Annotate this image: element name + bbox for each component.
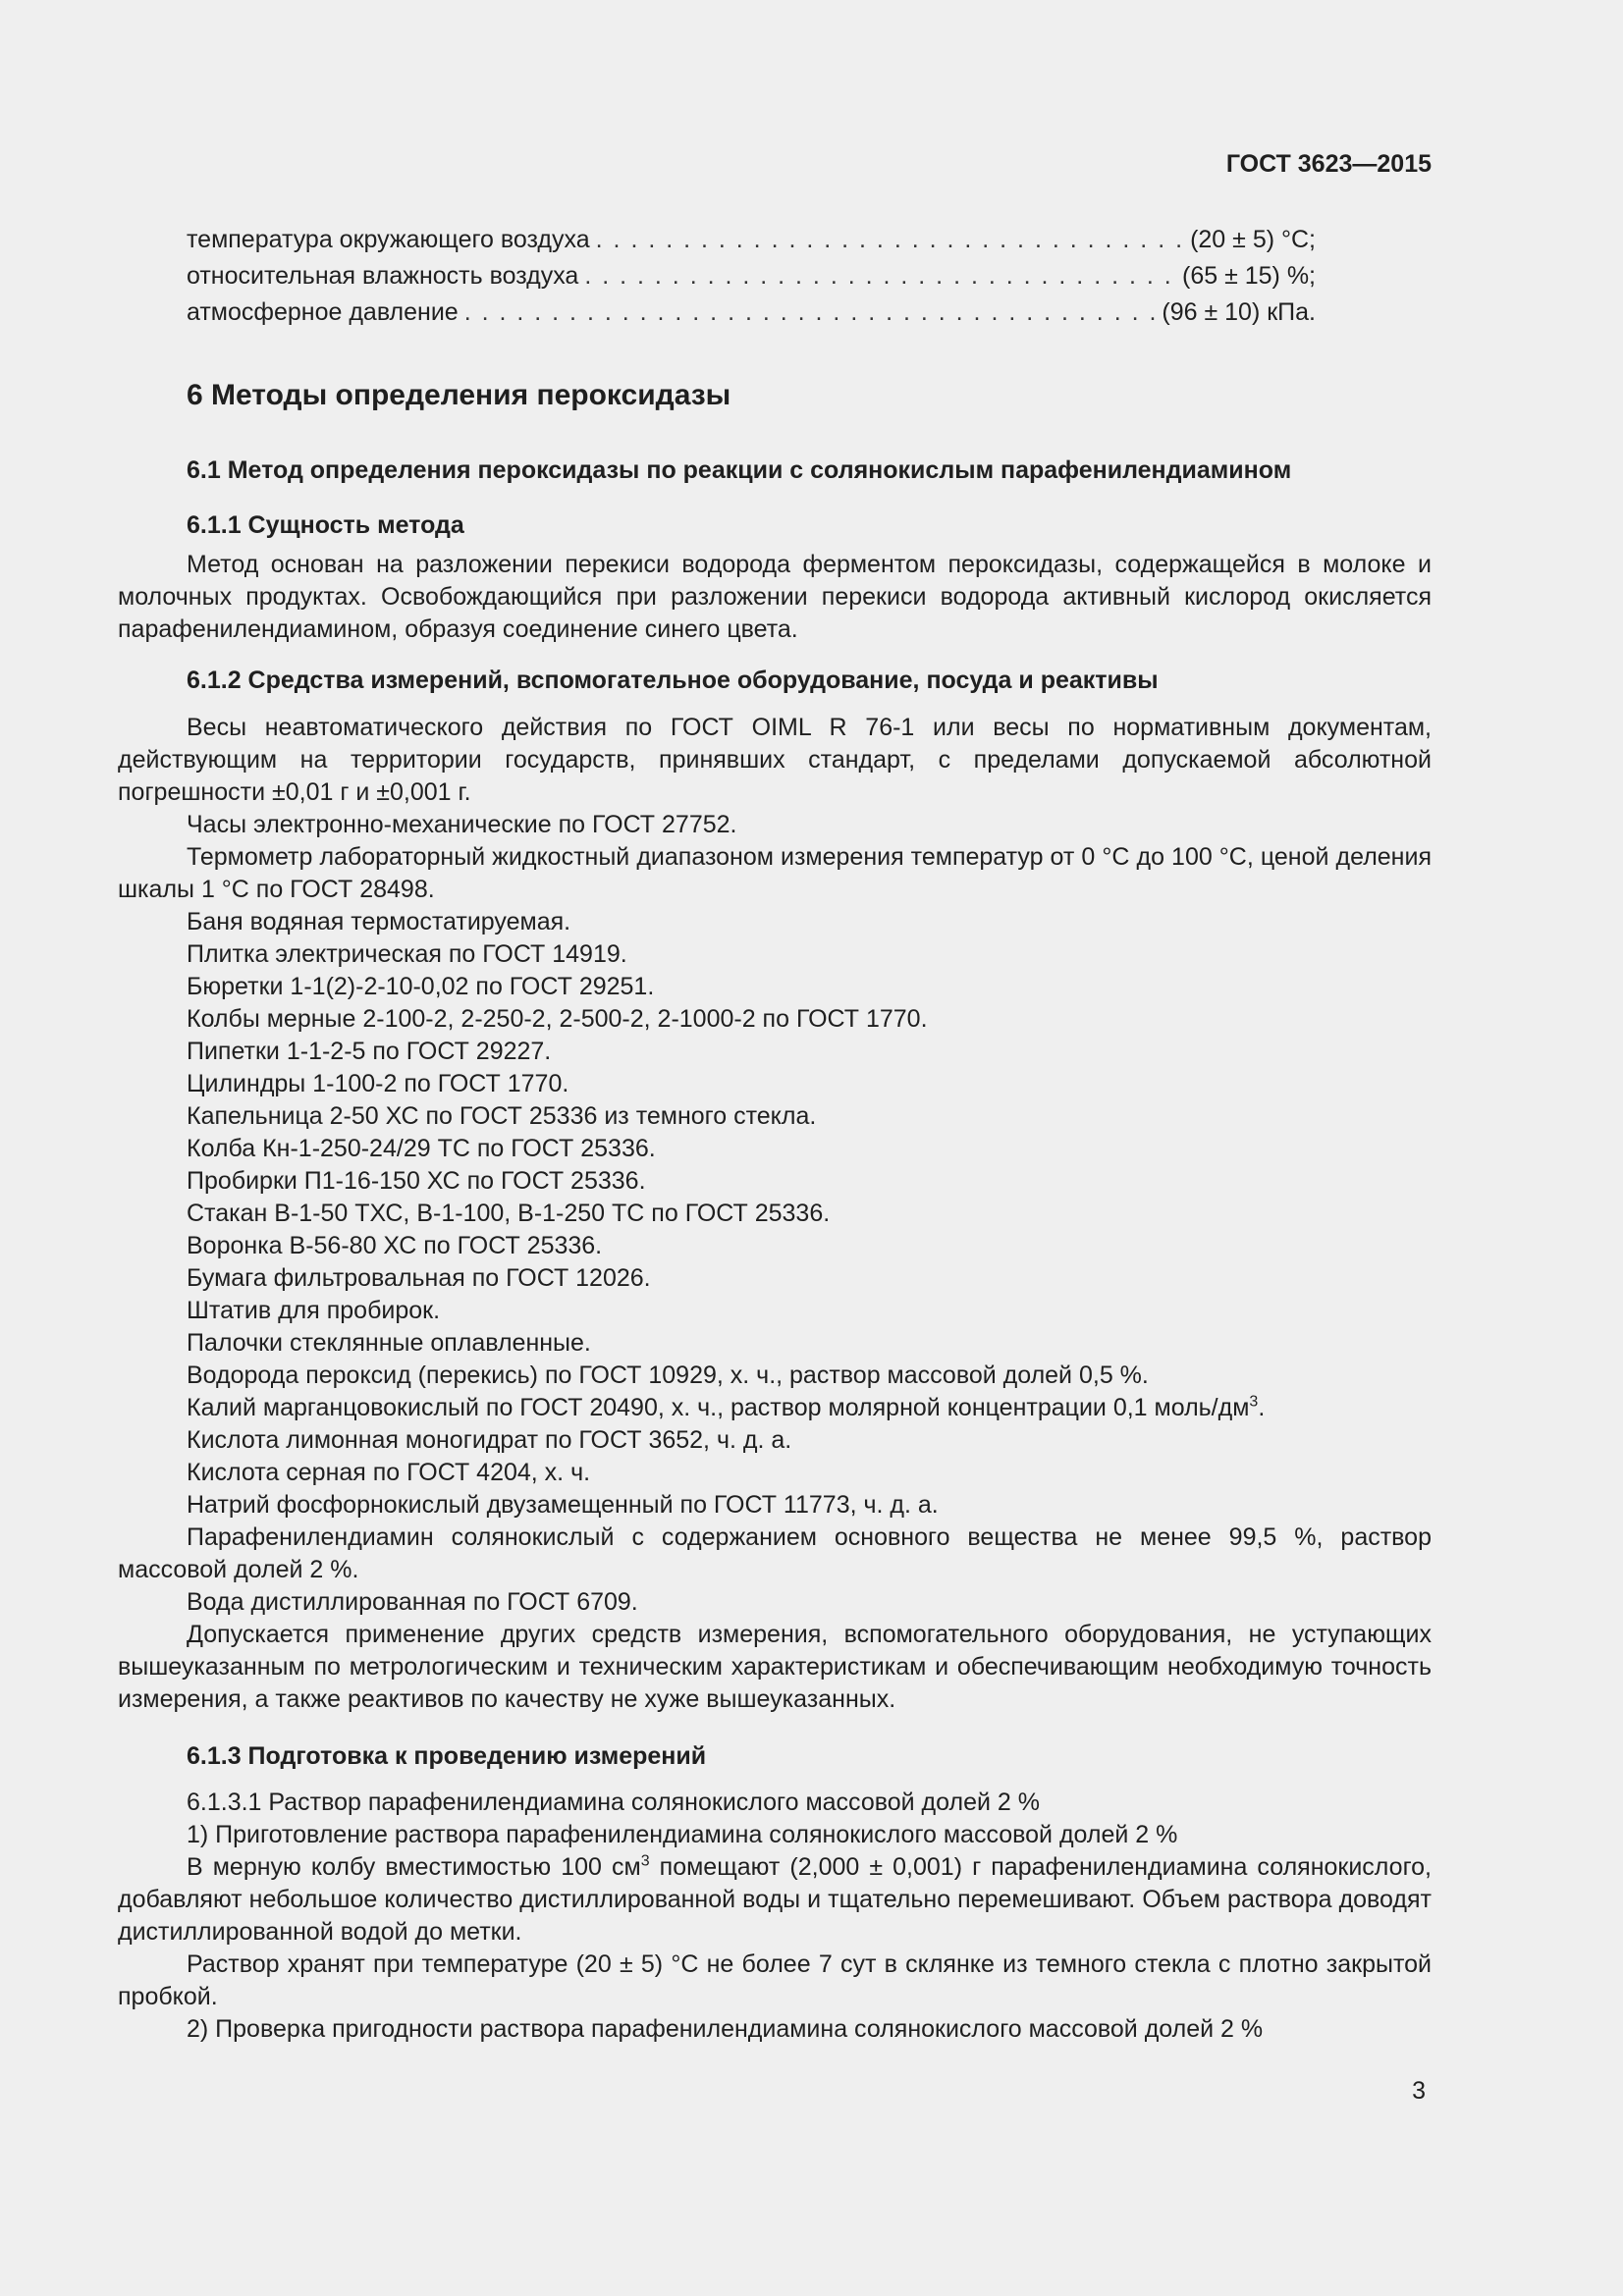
paragraph: 1) Приготовление раствора парафенилендиамина солянокислого массовой долей 2 % [187, 1821, 1178, 1848]
paragraph: Бумага фильтровальная по ГОСТ 12026. [187, 1264, 651, 1292]
paragraph: Кислота серная по ГОСТ 4204, х. ч. [187, 1459, 591, 1486]
paragraph: Термометр лабораторный жидкостный диапазоном измерения температур от 0 °С до 100 °С, ценой деления шкалы 1 °С по ГОСТ 28498. [118, 843, 1432, 903]
paragraph: Парафенилендиамин солянокислый с содержанием основного вещества не менее 99,5 %, раствор массовой долей 2 %. [118, 1523, 1432, 1583]
superscript: 3 [1249, 1393, 1259, 1411]
text-part: помещают (2,000 ± 0,001) г парафенилендиамина солянокислого, добавляют небольшое количество дистиллированной воды и тщательно перемешивают. Объем раствора доводят дистиллированной водой до метки. [118, 1853, 1432, 1946]
condition-value: (65 ± 15) %; [1182, 262, 1316, 290]
section-6-1-2-title: 6.1.2 Средства измерений, вспомогательное оборудование, посуда и реактивы [187, 667, 1159, 694]
dot-leader [464, 296, 1159, 329]
paragraph: Баня водяная термостатируемая. [187, 908, 571, 935]
paragraph: Колба Кн-1-250-24/29 ТС по ГОСТ 25336. [187, 1135, 656, 1162]
paragraph: Плитка электрическая по ГОСТ 14919. [187, 940, 627, 968]
paragraph: Раствор хранят при температуре (20 ± 5) °С не более 7 сут в склянке из темного стекла с плотно закрытой пробкой. [118, 1950, 1432, 2010]
paragraph [118, 1851, 1432, 1949]
paragraph: Часы электронно-механические по ГОСТ 27752. [187, 811, 737, 838]
kmno4-text: Калий марганцовокислый по ГОСТ 20490, х. ч., раствор молярной концентрации 0,1 моль/дм [187, 1394, 1250, 1421]
paragraph: Водорода пероксид (перекись) по ГОСТ 10929, х. ч., раствор массовой долей 0,5 %. [187, 1362, 1149, 1389]
condition-humidity [187, 260, 1316, 293]
condition-value: (96 ± 10) кПа. [1162, 298, 1316, 326]
dot-leader [584, 260, 1178, 293]
paragraph: Весы неавтоматического действия по ГОСТ OIML R 76-1 или весы по нормативным документам, действующим на территории государств, принявших стандарт, с пределами допускаемой абсолютной погрешности ±0,01 г и ±0,001 г. [118, 714, 1432, 806]
paragraph: Штатив для пробирок. [187, 1297, 441, 1324]
text-part: В мерную колбу вместимостью 100 см [187, 1853, 641, 1881]
paragraph: Палочки стеклянные оплавленные. [187, 1329, 591, 1357]
paragraph: Бюретки 1-1(2)-2-10-0,02 по ГОСТ 29251. [187, 973, 655, 1000]
page-number: 3 [1412, 2077, 1426, 2105]
paragraph: Цилиндры 1-100-2 по ГОСТ 1770. [187, 1070, 569, 1097]
section-6-1-3-title: 6.1.3 Подготовка к проведению измерений [187, 1742, 707, 1770]
dot-leader [596, 224, 1186, 256]
paragraph: Воронка В-56-80 ХС по ГОСТ 25336. [187, 1232, 603, 1259]
paragraph: Пробирки П1-16-150 ХС по ГОСТ 25336. [187, 1167, 646, 1195]
paragraph: Метод основан на разложении перекиси водорода ферментом пероксидазы, содержащейся в молоке и молочных продуктах. Освобождающийся при разложении перекиси водорода активный кислород окисляется парафенилендиамином, образуя соединение синего цвета. [118, 551, 1432, 643]
section-6-1-1-body [118, 549, 1432, 646]
condition-label: относительная влажность воздуха [187, 262, 579, 290]
paragraph: Капельница 2-50 ХС по ГОСТ 25336 из темного стекла. [187, 1102, 817, 1130]
section-6-title: 6 Методы определения пероксидазы [187, 379, 731, 411]
section-6-1-title: 6.1 Метод определения пероксидазы по реакции с солянокислым парафенилендиамином [187, 456, 1292, 484]
section-6-1-1-title: 6.1.1 Сущность метода [187, 511, 464, 539]
kmno4-end: . [1258, 1394, 1266, 1421]
condition-label: температура окружающего воздуха [187, 226, 590, 253]
document-code: ГОСТ 3623—2015 [1225, 150, 1432, 178]
condition-label: атмосферное давление [187, 298, 459, 326]
paragraph: Колбы мерные 2-100-2, 2-250-2, 2-500-2, 2-1000-2 по ГОСТ 1770. [187, 1005, 928, 1033]
condition-temperature [187, 224, 1316, 256]
section-6-1-3-body [118, 1787, 1432, 2046]
paragraph-kmno4 [118, 1392, 1432, 1424]
paragraph: Пипетки 1-1-2-5 по ГОСТ 29227. [187, 1038, 552, 1065]
paragraph: Натрий фосфорнокислый двузамещенный по ГОСТ 11773, ч. д. а. [187, 1491, 939, 1519]
paragraph: Вода дистиллированная по ГОСТ 6709. [187, 1588, 638, 1616]
paragraph: Кислота лимонная моногидрат по ГОСТ 3652, ч. д. а. [187, 1426, 792, 1454]
condition-value: (20 ± 5) °С; [1190, 226, 1316, 253]
condition-pressure [187, 296, 1316, 329]
section-6-1-2-body [118, 712, 1432, 1716]
document-page [118, 0, 1432, 2296]
paragraph: Допускается применение других средств измерения, вспомогательного оборудования, не уступающих вышеуказанным по метрологическим и техническим характеристикам и обеспечивающим необходимую точность измерения, а также реактивов по качеству не хуже вышеуказанных. [118, 1621, 1432, 1713]
superscript: 3 [640, 1852, 650, 1870]
paragraph: 6.1.3.1 Раствор парафенилендиамина солянокислого массовой долей 2 % [187, 1789, 1040, 1816]
paragraph: 2) Проверка пригодности раствора парафенилендиамина солянокислого массовой долей 2 % [187, 2015, 1264, 2043]
paragraph: Стакан В-1-50 ТХС, В-1-100, В-1-250 ТС по ГОСТ 25336. [187, 1200, 831, 1227]
